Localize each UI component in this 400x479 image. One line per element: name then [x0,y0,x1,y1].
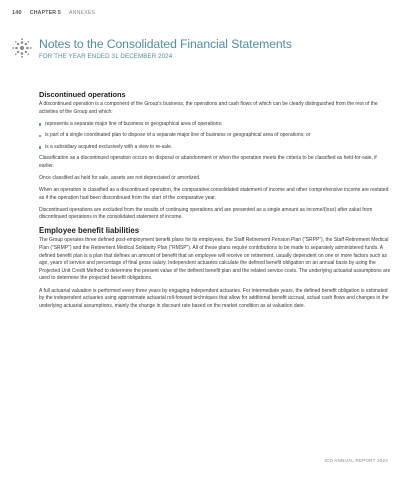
discontinued-paragraph: Once classified as held for sale, assets are not depreciated or amortized. [39,174,201,181]
section-label: ANNEXES [68,10,96,16]
employee-benefit-heading: Employee benefit liabilities [39,226,140,236]
footer-report-name: ICD ANNUAL REPORT 2024 [324,458,388,463]
discontinued-paragraph: Discontinued operations are excluded from the results of continuing operations and are presented as a single amount as income/(loss) after zakat from discontinued operations in the consolidated statement of income. [39,206,373,221]
bullet-icon [39,123,41,125]
discontinued-intro: A discontinued operation is a component of the Group's business, the operations and cash flows of which can be clearly distinguished from the rest of the activities of the Group and which: [39,101,378,115]
running-header [12,10,95,16]
emblem-logo-icon [12,38,32,58]
bullet-icon [39,146,41,148]
discontinued-criteria-list [39,121,391,151]
discontinued-operations-heading: Discontinued operations [39,90,126,99]
title-block [39,38,292,60]
employee-paragraph: The Group operates three defined post-employment benefit plans for its employees, the Staff Retirement Pension Plan (“SRPP”), the Staff Retirement Medical Plan (“SRMP”) and the Retirement Medical Solidarity Plan (“RMSP”). All of these plans require contributions to be made to separately administered funds. A defined benefit plan is a plan that defines an amount of benefit that an employee will receive on retirement, usually dependent on one or more factors such as age, years of service and percentage of final gross salary. Independent actuaries calculate the defined benefit obligation on an annual basis by using the Projected Unit Credit Method to determine the present value of the defined benefit plan and the related service costs. The underlying actuarial assumptions are used to determine the projected benefit obligations. [39,237,391,282]
bullet-icon [39,135,41,137]
discontinued-paragraph: Classification as a discontinued operation occurs on disposal or abandonment or when the operation meets the criteria to be classified as held-for-sale, if earlier. [39,154,377,169]
page-title: Notes to the Consolidated Financial Statements [39,37,292,51]
employee-paragraph: A full actuarial valuation is performed every three years by engaging independent actuaries. For intermediate years, the defined benefit obligation is estimated by the independent actuaries using approximate actuarial roll-forward techniques that allow for additional benefit accrual, actual cash flows and changes in the underlying actuarial assumptions, mainly the change in discount rate based on the market condition as at valuation date. [39,287,389,309]
page-number: 140 [12,10,22,16]
main-content [39,90,391,315]
discontinued-paragraph: When an operation is classified as a discontinued operation, the comparative consolidated statement of income and other comprehensive income are restated as if the operation had been discontinued from the start of the comparative year. [39,186,389,201]
list-item: is a subsidiary acquired exclusively with a view to re-sale. [39,144,391,152]
page-subtitle: FOR THE YEAR ENDED 31 DECEMBER 2024 [39,52,173,60]
chapter-label: CHAPTER 5 [29,10,61,16]
list-item: represents a separate major line of business or geographical area of operations; [39,121,391,129]
list-item: is part of a single coordinated plan to dispose of a separate major line of business or geographical area of operations; or [39,132,391,140]
